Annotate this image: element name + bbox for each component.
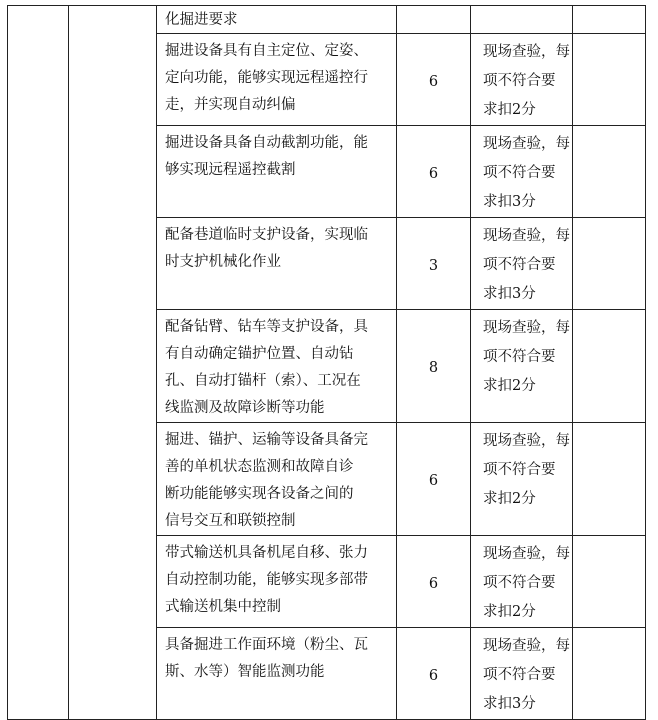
- method-text: 现场查验，每: [483, 44, 570, 60]
- method-text: 项不符合要: [483, 73, 556, 89]
- score-cell: 3: [397, 218, 471, 310]
- method-text: 项不符合要: [483, 462, 556, 478]
- remark-cell: [573, 628, 646, 720]
- item-cell: [69, 6, 157, 720]
- requirement-text: 化掘进要求: [165, 12, 238, 28]
- requirement-text: 式输送机集中控制: [165, 599, 281, 615]
- requirement-cell: [157, 310, 397, 423]
- scoring-table: [7, 5, 646, 720]
- method-text: 求扣2分: [483, 604, 536, 620]
- method-text: 求扣3分: [483, 194, 536, 210]
- requirement-cell: [157, 536, 397, 628]
- category-cell: [8, 6, 69, 720]
- method-text: 现场查验，每: [483, 320, 570, 336]
- requirement-text: 斯、水等）智能监测功能: [165, 664, 325, 680]
- requirement-text: 具备掘进工作面环境（粉尘、瓦: [165, 637, 368, 653]
- score-cell: 6: [397, 34, 471, 126]
- requirement-text: 定向功能，能够实现远程遥控行: [165, 70, 368, 86]
- score-cell: 6: [397, 423, 471, 536]
- method-text: 项不符合要: [483, 667, 556, 683]
- requirement-text: 掘进设备具有自主定位、定姿、: [165, 43, 368, 59]
- requirement-text: 有自动确定锚护位置、自动钻: [165, 346, 354, 362]
- requirement-text: 时支护机械化作业: [165, 254, 281, 270]
- score-cell: [397, 6, 471, 34]
- method-cell: [471, 6, 573, 34]
- method-text: 现场查验，每: [483, 433, 570, 449]
- method-text: 求扣2分: [483, 491, 536, 507]
- score-cell: 8: [397, 310, 471, 423]
- requirement-cell: [157, 423, 397, 536]
- method-cell: [471, 536, 573, 628]
- requirement-cell: [157, 628, 397, 720]
- remark-cell: [573, 423, 646, 536]
- method-cell: [471, 423, 573, 536]
- requirement-cell: [157, 6, 397, 34]
- score-cell: 6: [397, 126, 471, 218]
- requirement-text: 掘进设备具备自动截割功能，能: [165, 135, 368, 151]
- method-text: 求扣2分: [483, 378, 536, 394]
- score-cell: 6: [397, 628, 471, 720]
- method-cell: [471, 218, 573, 310]
- table-row: [8, 6, 646, 34]
- method-text: 求扣3分: [483, 696, 536, 712]
- requirement-cell: [157, 126, 397, 218]
- requirement-text: 掘进、锚护、运输等设备具备完: [165, 432, 368, 448]
- method-cell: [471, 628, 573, 720]
- method-cell: [471, 126, 573, 218]
- method-text: 项不符合要: [483, 257, 556, 273]
- requirement-text: 善的单机状态监测和故障自诊: [165, 459, 354, 475]
- requirement-text: 配备巷道临时支护设备，实现临: [165, 227, 368, 243]
- score-cell: 6: [397, 536, 471, 628]
- remark-cell: [573, 126, 646, 218]
- method-text: 求扣2分: [483, 102, 536, 118]
- requirement-text: 线监测及故障诊断等功能: [165, 400, 325, 416]
- method-text: 项不符合要: [483, 165, 556, 181]
- method-cell: [471, 34, 573, 126]
- method-text: 项不符合要: [483, 349, 556, 365]
- requirement-text: 自动控制功能，能够实现多部带: [165, 572, 368, 588]
- method-text: 项不符合要: [483, 575, 556, 591]
- requirement-text: 够实现远程遥控截割: [165, 162, 296, 178]
- method-text: 求扣3分: [483, 286, 536, 302]
- requirement-cell: [157, 218, 397, 310]
- requirement-cell: [157, 34, 397, 126]
- requirement-text: 走，并实现自动纠偏: [165, 97, 296, 113]
- requirement-text: 断功能能够实现各设备之间的: [165, 486, 354, 502]
- requirement-text: 信号交互和联锁控制: [165, 513, 296, 529]
- method-cell: [471, 310, 573, 423]
- requirement-text: 配备钻臂、钻车等支护设备，具: [165, 319, 368, 335]
- method-text: 现场查验，每: [483, 546, 570, 562]
- remark-cell: [573, 310, 646, 423]
- requirement-text: 带式输送机具备机尾自移、张力: [165, 545, 368, 561]
- method-text: 现场查验，每: [483, 228, 570, 244]
- remark-cell: [573, 34, 646, 126]
- method-text: 现场查验，每: [483, 638, 570, 654]
- remark-cell: [573, 536, 646, 628]
- method-text: 现场查验，每: [483, 136, 570, 152]
- requirement-text: 孔、自动打锚杆（索）、工况在: [165, 373, 361, 389]
- remark-cell: [573, 218, 646, 310]
- remark-cell: [573, 6, 646, 34]
- table-body: [8, 6, 646, 720]
